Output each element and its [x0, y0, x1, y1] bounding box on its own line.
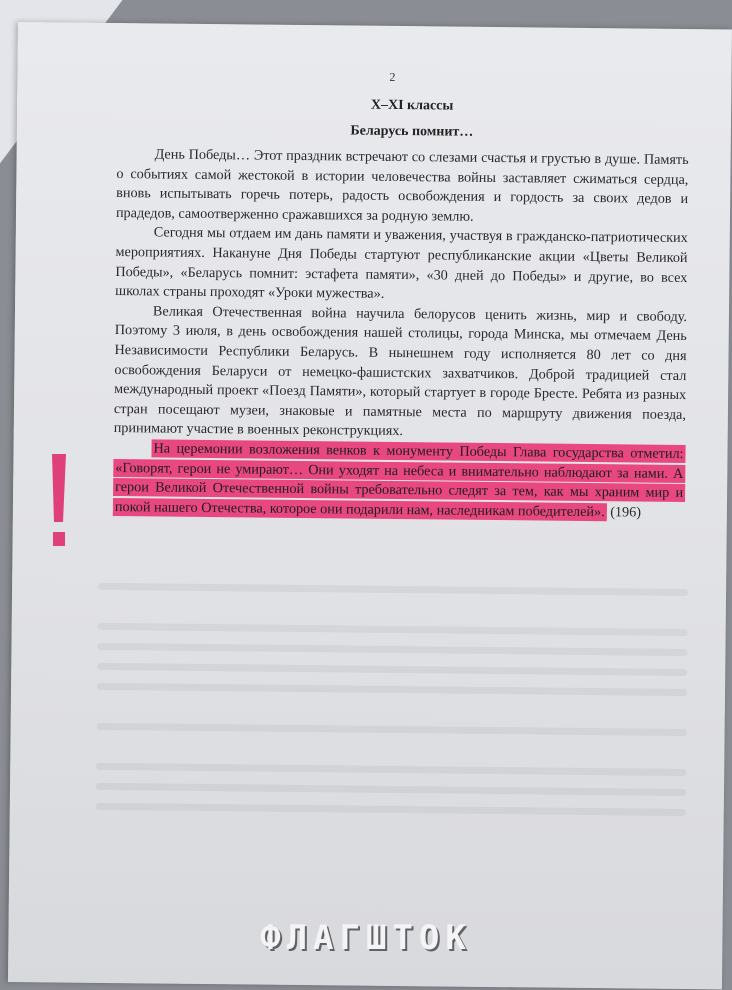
paragraph-4-highlighted: [113, 439, 686, 523]
watermark-logo: ФЛАГШТОК: [260, 918, 472, 958]
bleed-through-line: [98, 623, 688, 636]
paragraph-3: Великая Отечественная война научила белорусов ценить жизнь, мир и свободу. Поэтому 3 июля, в день освобождения нашей столицы, города Минска, мы отмечаем День Независимости Республики Беларусь. В нынешнем году исполняется 80 лет со дня освобождения Беларуси от немецко-фашистских захватчиков. Доброй традицией стал международный проект «Поезд Памяти», который стартует в городе Бресте. Ребята из разных стран посещают музеи, знаковые и памятные места по маршруту движения поезда, принимают участие в военных реконструкциях.: [113, 303, 688, 440]
bleed-through-line: [97, 683, 687, 696]
bleed-through-line: [96, 803, 686, 816]
exclamation-mark-icon: [44, 452, 74, 552]
page-number: 2: [389, 69, 396, 84]
bleed-through-line: [97, 723, 687, 736]
word-count: (196): [610, 503, 642, 521]
bleed-through-line: [97, 643, 687, 656]
paragraph-2: Сегодня мы отдаем им дань памяти и уважения, участвуя в гражданско-патриотических мероприятиях. Накануне Дня Победы стартуют республиканские акции «Цветы Великой Победы», «Беларусь помнит: эстафета памяти», «30 дней до Победы» и другие, во всех школах страны проходят «Уроки мужества».: [115, 224, 688, 303]
bleed-through-line: [96, 783, 686, 796]
document-body: [113, 145, 689, 523]
document-title: Беларусь помнит…: [350, 123, 474, 140]
grade-heading: X–XI классы: [370, 97, 454, 114]
bleed-through-line: [96, 763, 686, 776]
highlighted-quote: На церемонии возложения венков к монументу Победы Глава государства отметил: «Говорят, герои не умирают… Они уходят на небеса и внимательно наблюдают за нами. А герои Великой Отечественной войны требовательно следят за тем, как мы храним мир и покой нашего Отечества, которое они подарили нам, наследникам победителей».: [113, 439, 686, 521]
document-page: [8, 22, 732, 989]
paragraph-1: День Победы… Этот праздник встречают со слезами счастья и грустью в душе. Память о событиях самой жестокой в истории человечества войны заставляет сжиматься сердца, вновь испытывать горечь потерь, радость освобождения и гордость за своих дедов и прадедов, самоотверженно сражавшихся за родную землю.: [115, 146, 689, 225]
bleed-through-line: [98, 583, 688, 596]
bleed-through-line: [97, 663, 687, 676]
